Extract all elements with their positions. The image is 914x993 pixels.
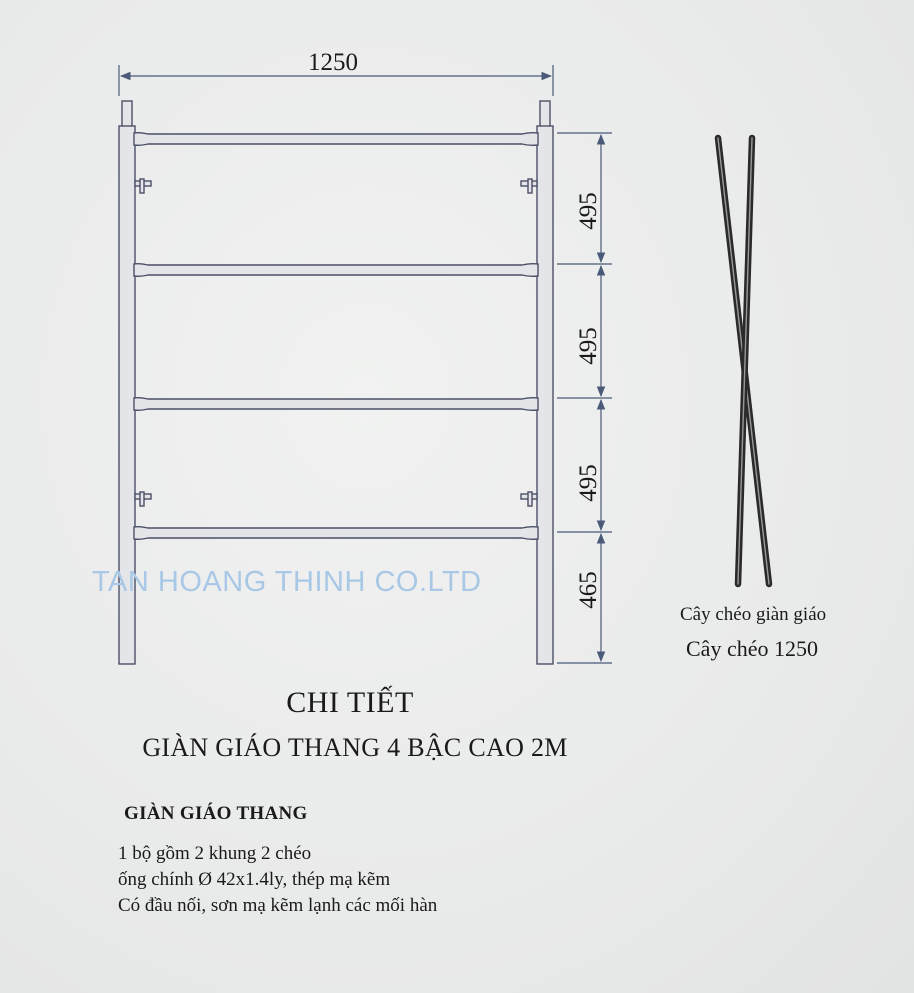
- spacing-label-2: 495: [575, 327, 602, 365]
- spec-line-finish: Có đầu nối, sơn mạ kẽm lạnh các mối hàn: [118, 895, 438, 916]
- rung-4: [134, 527, 538, 540]
- brace-pin-bottom-left: [135, 492, 151, 506]
- width-dimension: [119, 49, 553, 96]
- spacing-label-3: 495: [575, 464, 602, 502]
- drawing-subtitle: GIÀN GIÁO THANG 4 BẬC CAO 2M: [142, 733, 568, 762]
- cross-brace-size-caption: Cây chéo 1250: [686, 636, 818, 661]
- drawing-title: CHI TIẾT: [286, 686, 414, 719]
- spec-list: [118, 841, 437, 919]
- rung-2: [134, 264, 538, 277]
- spec-line-set: 1 bộ gồm 2 khung 2 chéo: [118, 843, 312, 864]
- rung-3: [134, 398, 538, 411]
- brace-pin-bottom-right: [521, 492, 537, 506]
- spec-line-tube: ống chính Ø 42x1.4ly, thép mạ kẽm: [118, 869, 391, 890]
- width-label: 1250: [308, 49, 358, 76]
- spacing-label-4: 465: [575, 571, 602, 609]
- cross-brace: [718, 138, 769, 584]
- company-watermark: TAN HOANG THINH CO.LTD: [92, 566, 482, 598]
- cross-brace-caption: Cây chéo giàn giáo: [680, 604, 827, 625]
- right-upright: [537, 126, 553, 664]
- spacing-label-1: 495: [575, 192, 602, 230]
- spec-heading: GIÀN GIÁO THANG: [124, 803, 308, 824]
- brace-pin-top-right: [521, 179, 537, 193]
- rung-1: [134, 133, 538, 146]
- brace-pin-top-left: [135, 179, 151, 193]
